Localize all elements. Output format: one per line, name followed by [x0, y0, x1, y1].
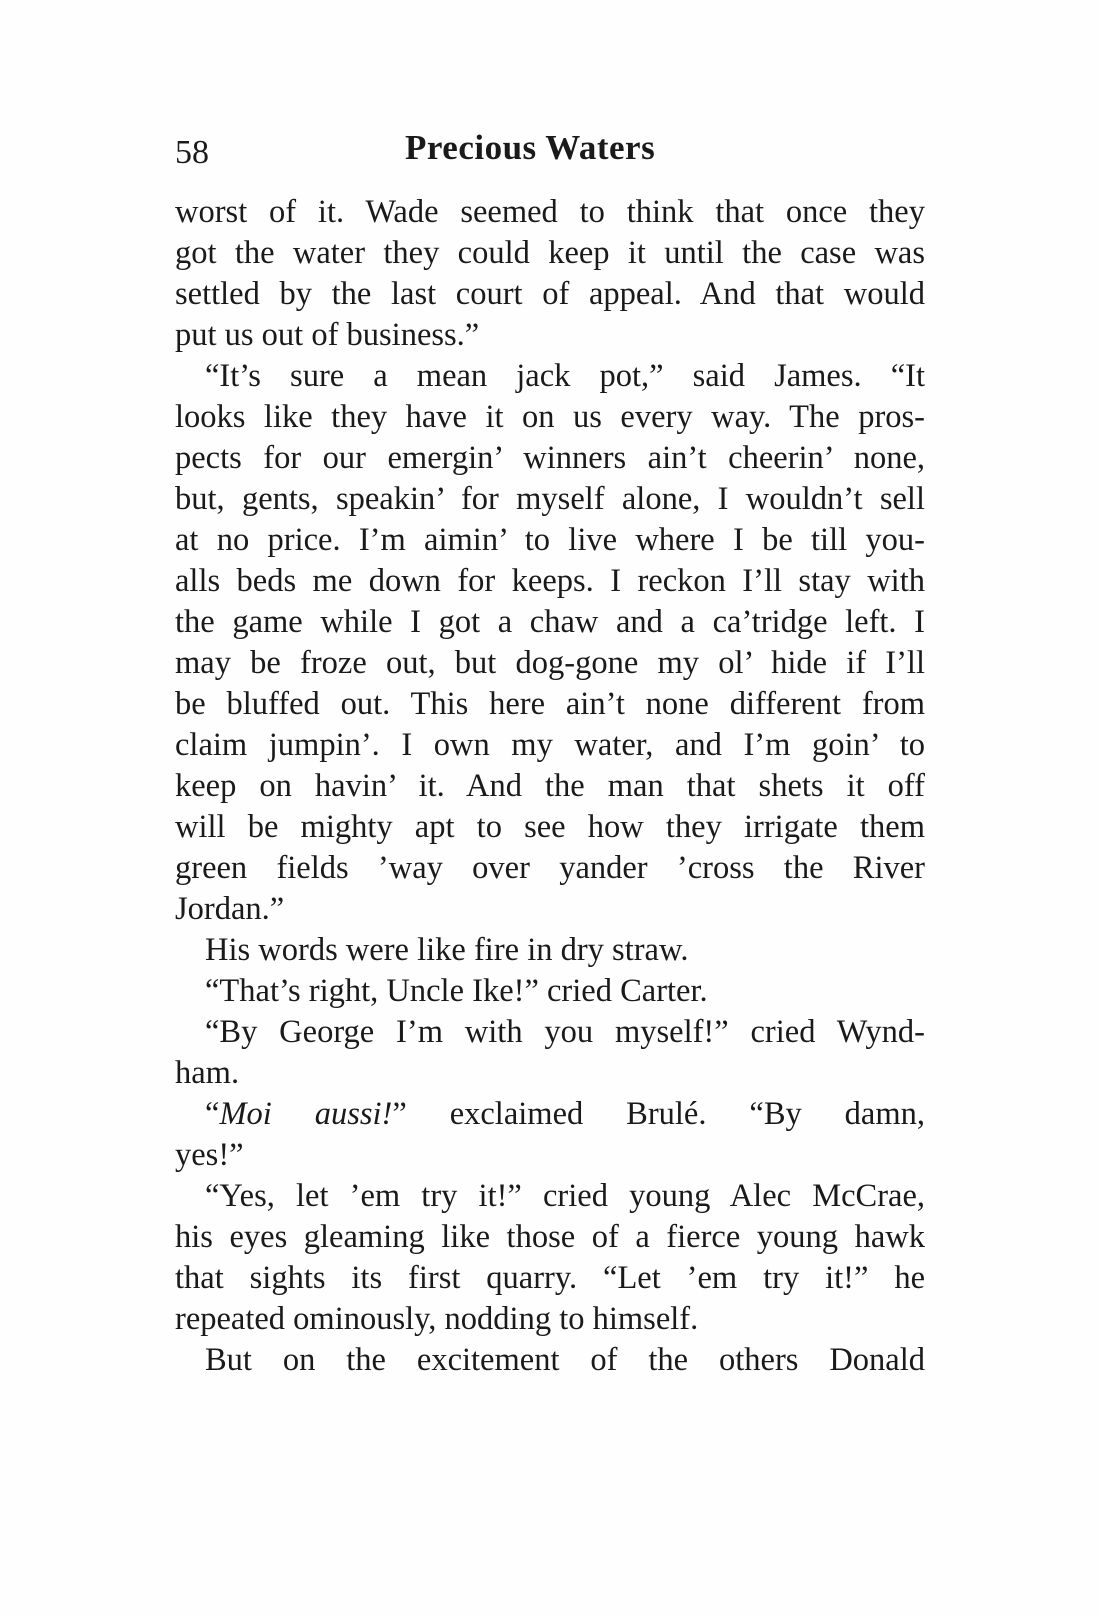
text-line: pects for our emergin’ winners ain’t cheerin’ none,	[175, 440, 925, 476]
text-line: green fields ’way over yander ’cross the River	[175, 850, 925, 886]
italic-phrase: Moi aussi!	[219, 1096, 393, 1132]
text-line: settled by the last court of appeal. And that would	[175, 276, 925, 312]
text-line: repeated ominously, nodding to himself.	[175, 1301, 699, 1337]
text-line: keep on havin’ it. And the man that shets it off	[175, 768, 925, 804]
text-line: But on the excitement of the others Donald	[205, 1342, 925, 1378]
text-line	[175, 1094, 925, 1135]
text-line: but, gents, speakin’ for myself alone, I wouldn’t sell	[175, 481, 925, 517]
text-line: got the water they could keep it until the case was	[175, 235, 925, 271]
text-line: may be froze out, but dog-gone my ol’ hide if I’ll	[175, 645, 925, 681]
page-number: 58	[175, 134, 209, 171]
text-line: “By George I’m with you myself!” cried Wynd-	[205, 1014, 925, 1050]
text-line: looks like they have it on us every way. The pros-	[175, 399, 925, 435]
text-line: “That’s right, Uncle Ike!” cried Carter.	[205, 973, 708, 1009]
running-title: Precious Waters	[405, 128, 656, 167]
text-line: Jordan.”	[175, 891, 285, 927]
text-line: “Yes, let ’em try it!” cried young Alec McCrae,	[205, 1178, 925, 1214]
text-line: will be mighty apt to see how they irrigate them	[175, 809, 925, 845]
text-line: put us out of business.”	[175, 317, 480, 353]
body-text	[175, 192, 925, 1381]
text-line: that sights its first quarry. “Let ’em try it!” he	[175, 1260, 925, 1296]
text-line: be bluffed out. This here ain’t none different from	[175, 686, 925, 722]
page-header	[175, 128, 925, 180]
text-line: at no price. I’m aimin’ to live where I be till you-	[175, 522, 925, 558]
text-segment: ” exclaimed Brulé. “By damn,	[392, 1096, 925, 1132]
text-line: the game while I got a chaw and a ca’tridge left. I	[175, 604, 925, 640]
text-line: “It’s sure a mean jack pot,” said James. “It	[205, 358, 925, 394]
text-line: claim jumpin’. I own my water, and I’m goin’ to	[175, 727, 925, 763]
text-line: His words were like fire in dry straw.	[205, 932, 689, 968]
text-segment: “	[205, 1096, 220, 1132]
text-line: yes!”	[175, 1137, 244, 1173]
text-line: alls beds me down for keeps. I reckon I’ll stay with	[175, 563, 925, 599]
text-line: his eyes gleaming like those of a fierce young hawk	[175, 1219, 925, 1255]
text-line: worst of it. Wade seemed to think that once they	[175, 194, 925, 230]
text-line: ham.	[175, 1055, 240, 1091]
